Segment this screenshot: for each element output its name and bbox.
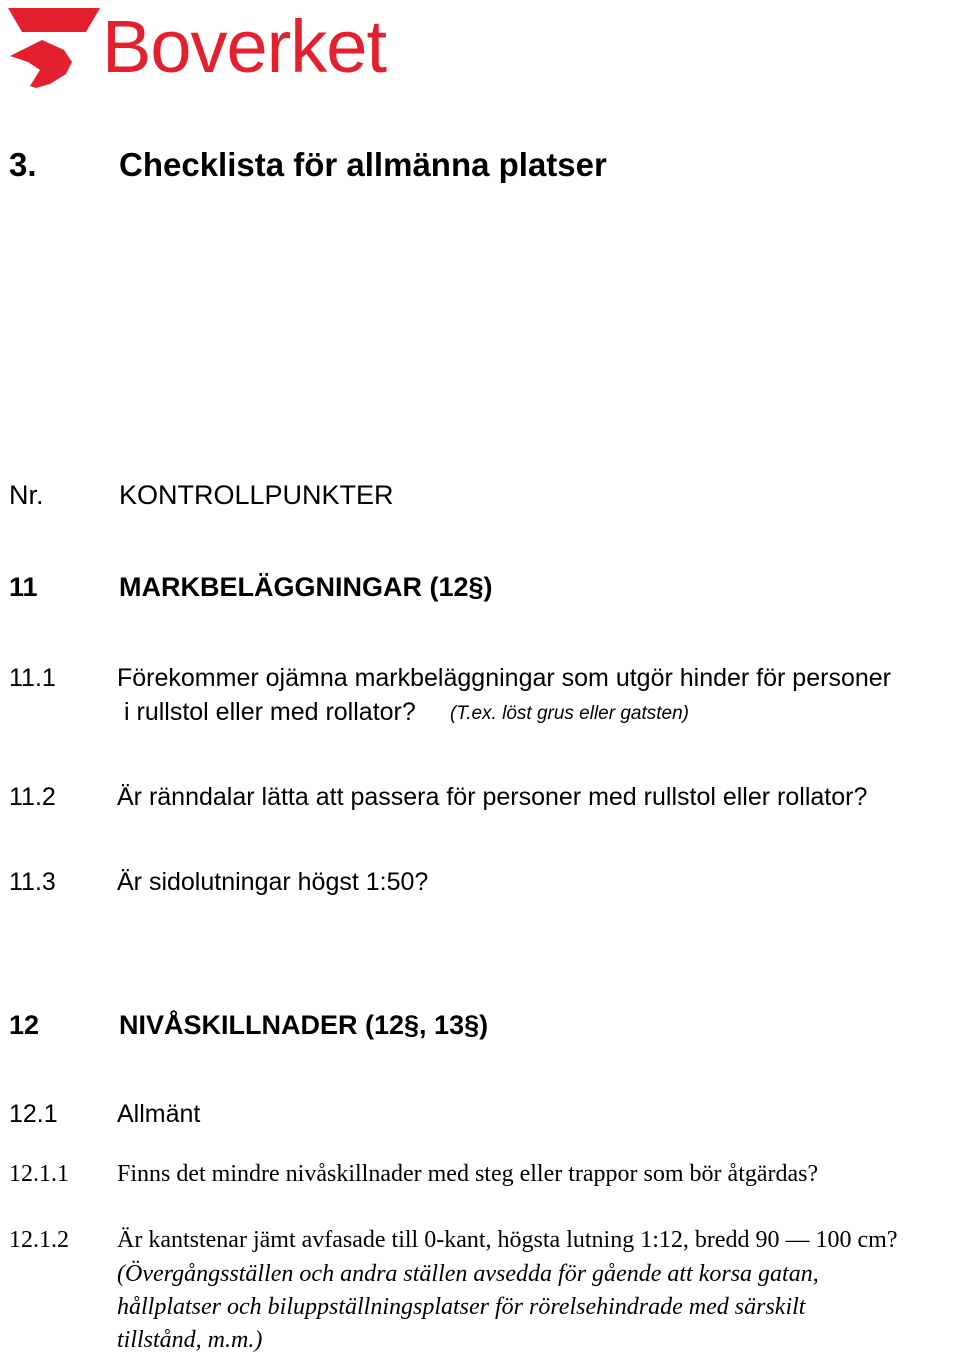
- item-number: 11.1: [9, 664, 56, 692]
- boverket-logo-mark-icon: [6, 4, 102, 90]
- item-text: Är sidolutningar högst 1:50?: [117, 868, 429, 896]
- column-header-kontrollpunkter: KONTROLLPUNKTER: [119, 480, 394, 510]
- item-number: 11.2: [9, 783, 56, 811]
- subsection-number: 12.1: [9, 1100, 58, 1128]
- item-note-line2: hållplatser och biluppställningsplatser för rörelsehindrade med särskilt: [117, 1294, 806, 1320]
- item-text-line1: Förekommer ojämna markbeläggningar som utgör hinder för personer: [117, 664, 891, 692]
- item-text: Finns det mindre nivåskillnader med steg eller trappor som bör åtgärdas?: [117, 1161, 819, 1187]
- column-header-nr: Nr.: [9, 480, 44, 510]
- item-text: Är ränndalar lätta att passera för personer med rullstol eller rollator?: [117, 783, 868, 811]
- boverket-logo: [6, 4, 387, 90]
- subsection-title: Allmänt: [117, 1100, 201, 1128]
- item-number: 12.1.1: [9, 1161, 69, 1187]
- section-number: 11: [9, 572, 38, 602]
- chapter-number: 3.: [9, 146, 37, 183]
- item-text: Är kantstenar jämt avfasade till 0-kant, högsta lutning 1:12, bredd 90 — 100 cm?: [117, 1227, 898, 1253]
- section-title: MARKBELÄGGNINGAR (12§): [119, 572, 493, 602]
- item-text-line2: i rullstol eller med rollator?: [124, 698, 416, 726]
- chapter-title: Checklista för allmänna platser: [119, 146, 607, 183]
- item-note-line3: tillstånd, m.m.): [117, 1327, 263, 1353]
- item-number: 12.1.2: [9, 1227, 69, 1253]
- item-note-line1: (Övergångsställen och andra ställen avsedda för gående att korsa gatan,: [117, 1261, 819, 1287]
- item-hint: (T.ex. löst grus eller gatsten): [450, 703, 690, 724]
- boverket-logo-text: Boverket: [102, 5, 387, 88]
- section-title: NIVÅSKILLNADER (12§, 13§): [119, 1010, 489, 1040]
- section-number: 12: [9, 1010, 40, 1040]
- item-number: 11.3: [9, 868, 56, 896]
